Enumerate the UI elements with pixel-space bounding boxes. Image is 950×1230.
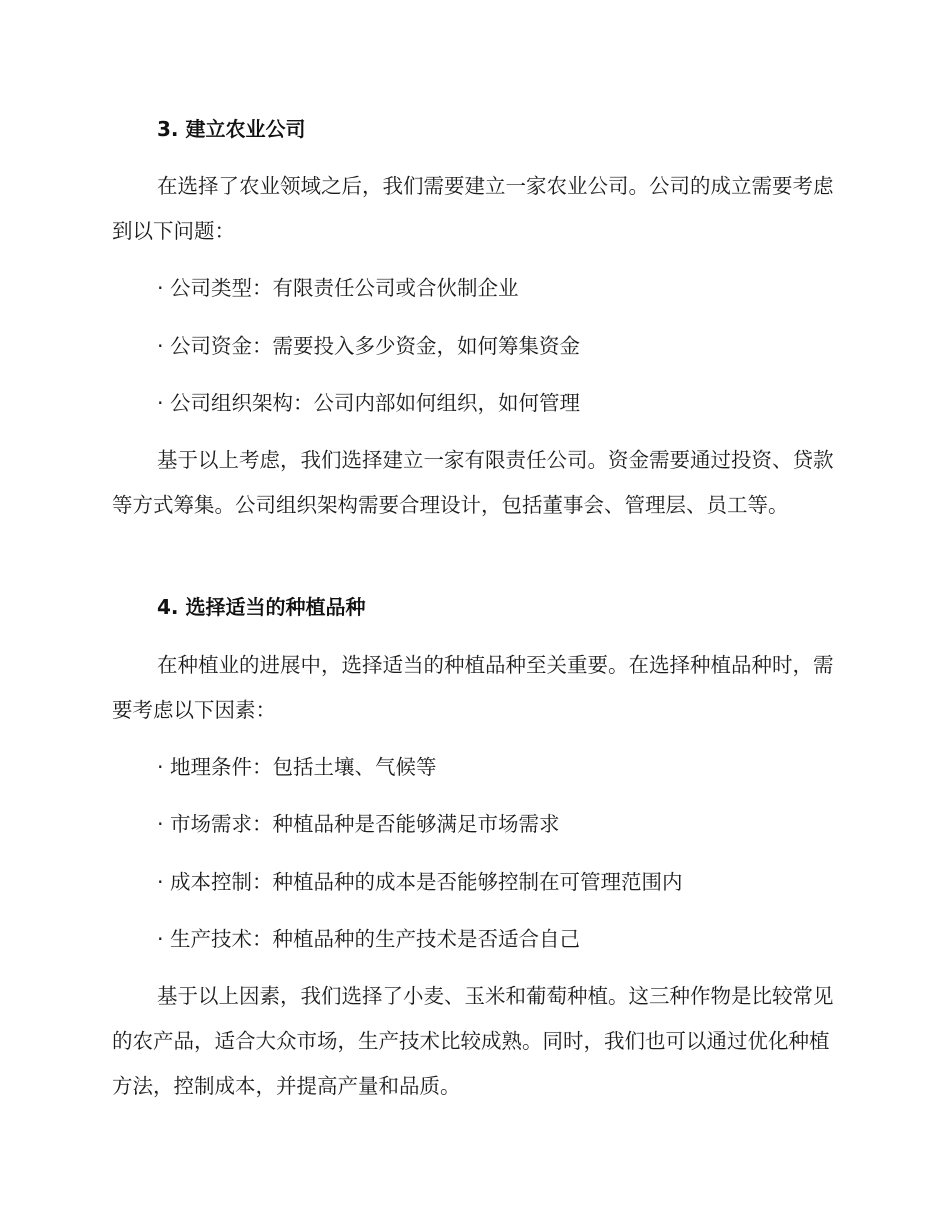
section-3-bullet-company-funds: · 公司资金：需要投入多少资金，如何筹集资金 bbox=[157, 334, 581, 358]
section-3-intro-paragraph: 在选择了农业领域之后，我们需要建立一家农业公司。公司的成立需要考虑到以下问题： bbox=[112, 174, 834, 243]
section-3-conclusion-paragraph: 基于以上考虑，我们选择建立一家有限责任公司。资金需要通过投资、贷款等方式筹集。公司组织架构需要合理设计，包括董事会、管理层、员工等。 bbox=[112, 448, 834, 517]
section-4-bullet-geography: · 地理条件：包括土壤、气候等 bbox=[157, 755, 437, 779]
section-4-bullet-cost-control: · 成本控制：种植品种的成本是否能够控制在可管理范围内 bbox=[157, 870, 683, 894]
section-heading-4: 4. 选择适当的种植品种 bbox=[157, 595, 366, 619]
section-4-bullet-production-tech: · 生产技术：种植品种的生产技术是否适合自己 bbox=[157, 927, 581, 951]
section-4-bullet-market-demand: · 市场需求：种植品种是否能够满足市场需求 bbox=[157, 812, 560, 836]
section-3-bullet-company-type: · 公司类型：有限责任公司或合伙制企业 bbox=[157, 276, 519, 300]
section-heading-3: 3. 建立农业公司 bbox=[157, 117, 306, 141]
section-4-conclusion-paragraph: 基于以上因素，我们选择了小麦、玉米和葡萄种植。这三种作物是比较常见的农产品，适合大众市场，生产技术比较成熟。同时，我们也可以通过优化种植方法，控制成本，并提高产量和品质。 bbox=[112, 984, 834, 1098]
section-4-intro-paragraph: 在种植业的进展中，选择适当的种植品种至关重要。在选择种植品种时，需要考虑以下因素： bbox=[112, 653, 834, 722]
section-3-bullet-company-structure: · 公司组织架构：公司内部如何组织，如何管理 bbox=[157, 391, 581, 415]
